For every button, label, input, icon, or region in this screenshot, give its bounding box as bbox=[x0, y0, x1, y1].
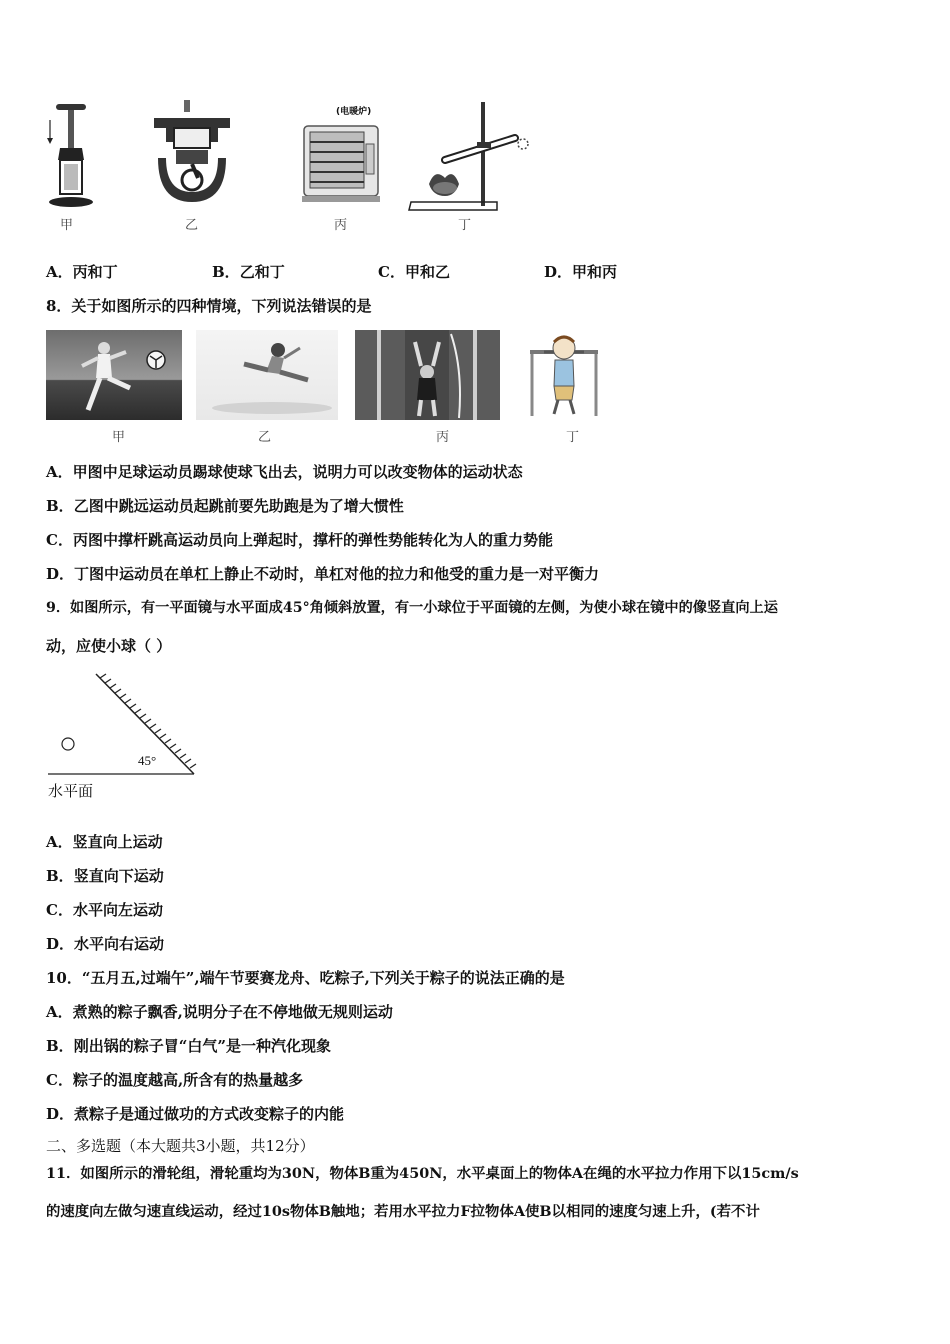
q8-label-bing: 丙 bbox=[436, 430, 450, 445]
q8-option-d[interactable] bbox=[46, 564, 599, 584]
q8-option-b[interactable] bbox=[46, 496, 404, 516]
q7-option-d[interactable] bbox=[544, 262, 617, 282]
option-text: 丙和丁 bbox=[72, 263, 118, 281]
option-letter: D． bbox=[46, 1105, 75, 1123]
option-text: 刚出锅的粽子冒“白气”是一种汽化现象 bbox=[73, 1037, 331, 1055]
engine-icon bbox=[148, 98, 236, 214]
q7-label-ding: 丁 bbox=[458, 218, 472, 233]
option-letter: A． bbox=[46, 1003, 73, 1021]
option-letter: B． bbox=[46, 497, 74, 515]
q7-option-a[interactable] bbox=[46, 262, 118, 282]
ground-label: 水平面 bbox=[48, 782, 94, 800]
q11-line2: 的速度向左做匀速直线运动，经过10s物体B触地；若用水平拉力F拉物体A使B以相同的速度匀速上升，(若不计 bbox=[46, 1203, 760, 1220]
option-letter: C． bbox=[46, 531, 73, 549]
q7-label-bing: 丙 bbox=[334, 218, 348, 233]
q7-option-c[interactable] bbox=[378, 262, 450, 282]
option-text: 乙图中跳远运动员起跳前要先助跑是为了增大惯性 bbox=[73, 497, 404, 515]
q10-option-b[interactable] bbox=[46, 1036, 331, 1056]
q11-line1: 11．如图所示的滑轮组，滑轮重均为30N，物体B重为450N，水平桌面上的物体A在绳的水平拉力作用下以15cm/s bbox=[46, 1165, 799, 1182]
option-text: 煮熟的粽子飘香,说明分子在不停地做无规则运动 bbox=[72, 1003, 393, 1021]
q9-option-a[interactable] bbox=[46, 832, 163, 852]
option-letter: B． bbox=[46, 1037, 74, 1055]
option-letter: B． bbox=[46, 867, 74, 885]
q10-option-a[interactable] bbox=[46, 1002, 393, 1022]
q7-figure-jia bbox=[44, 98, 104, 214]
option-text: 甲和乙 bbox=[404, 263, 450, 281]
test-tube-stand-icon bbox=[405, 98, 535, 214]
heater-icon bbox=[300, 104, 388, 214]
option-text: 竖直向上运动 bbox=[72, 833, 163, 851]
option-letter: C． bbox=[378, 263, 405, 281]
q9-option-c[interactable] bbox=[46, 900, 163, 920]
option-text: 粽子的温度越高,所含有的热量越多 bbox=[72, 1071, 304, 1089]
q8-option-c[interactable] bbox=[46, 530, 553, 550]
option-text: 竖直向下运动 bbox=[73, 867, 164, 885]
option-text: 水平向右运动 bbox=[74, 935, 165, 953]
option-text: 水平向左运动 bbox=[72, 901, 163, 919]
q10-stem: 10．“五月五,过端午”,端午节要赛龙舟、吃粽子,下列关于粽子的说法正确的是 bbox=[46, 969, 565, 987]
option-letter: A． bbox=[46, 463, 73, 481]
q9-mirror-figure bbox=[46, 670, 206, 802]
q8-photo-yi bbox=[196, 330, 338, 420]
q9-stem-line1: 9．如图所示，有一平面镜与水平面成45°角倾斜放置，有一小球位于平面镜的左侧，为使小球在镜中的像竖直向上运 bbox=[46, 600, 778, 616]
q8-stem: 8．关于如图所示的四种情境，下列说法错误的是 bbox=[46, 297, 372, 315]
pump-icon bbox=[44, 98, 104, 214]
pole-vaulter-icon bbox=[355, 330, 500, 420]
option-text: 乙和丁 bbox=[239, 263, 285, 281]
option-text: 甲和丙 bbox=[572, 263, 618, 281]
option-text: 甲图中足球运动员踢球使球飞出去，说明力可以改变物体的运动状态 bbox=[72, 463, 523, 481]
q8-label-jia: 甲 bbox=[112, 430, 126, 445]
option-letter: D． bbox=[46, 935, 75, 953]
option-letter: D． bbox=[544, 263, 573, 281]
q7-figure-bing bbox=[300, 104, 388, 214]
q9-option-d[interactable] bbox=[46, 934, 164, 954]
q7-figure-yi bbox=[148, 98, 236, 214]
q7-label-jia: 甲 bbox=[60, 218, 74, 233]
q8-label-ding: 丁 bbox=[566, 430, 580, 445]
pull-up-boy-icon bbox=[524, 330, 604, 420]
q10-option-c[interactable] bbox=[46, 1070, 303, 1090]
q7-label-yi: 乙 bbox=[185, 218, 199, 233]
football-player-icon bbox=[46, 330, 182, 420]
option-letter: C． bbox=[46, 901, 73, 919]
section-heading: 二、多选题（本大题共3小题，共12分） bbox=[46, 1137, 315, 1155]
q8-photo-jia bbox=[46, 330, 182, 420]
option-text: 丙图中撑杆跳高运动员向上弹起时，撑杆的弹性势能转化为人的重力势能 bbox=[72, 531, 553, 549]
option-letter: A． bbox=[46, 263, 73, 281]
q8-photo-bing bbox=[355, 330, 500, 420]
q7-figure-ding bbox=[405, 98, 535, 214]
q9-stem-line2: 动，应使小球（ ） bbox=[46, 637, 172, 655]
option-letter: C． bbox=[46, 1071, 73, 1089]
heater-label: (电暖炉) bbox=[336, 107, 372, 117]
angle-label: 45° bbox=[138, 753, 157, 768]
q8-photo-ding bbox=[524, 330, 604, 420]
q10-option-d[interactable] bbox=[46, 1104, 344, 1124]
q9-option-b[interactable] bbox=[46, 866, 164, 886]
q8-option-a[interactable] bbox=[46, 462, 523, 482]
option-text: 丁图中运动员在单杠上静止不动时，单杠对他的拉力和他受的重力是一对平衡力 bbox=[74, 565, 600, 583]
option-letter: A． bbox=[46, 833, 73, 851]
q7-option-b[interactable] bbox=[212, 262, 285, 282]
q8-label-yi: 乙 bbox=[258, 430, 272, 445]
option-text: 煮粽子是通过做功的方式改变粽子的内能 bbox=[74, 1105, 345, 1123]
option-letter: B． bbox=[212, 263, 240, 281]
option-letter: D． bbox=[46, 565, 75, 583]
mirror-diagram bbox=[46, 670, 206, 780]
long-jumper-icon bbox=[196, 330, 338, 420]
